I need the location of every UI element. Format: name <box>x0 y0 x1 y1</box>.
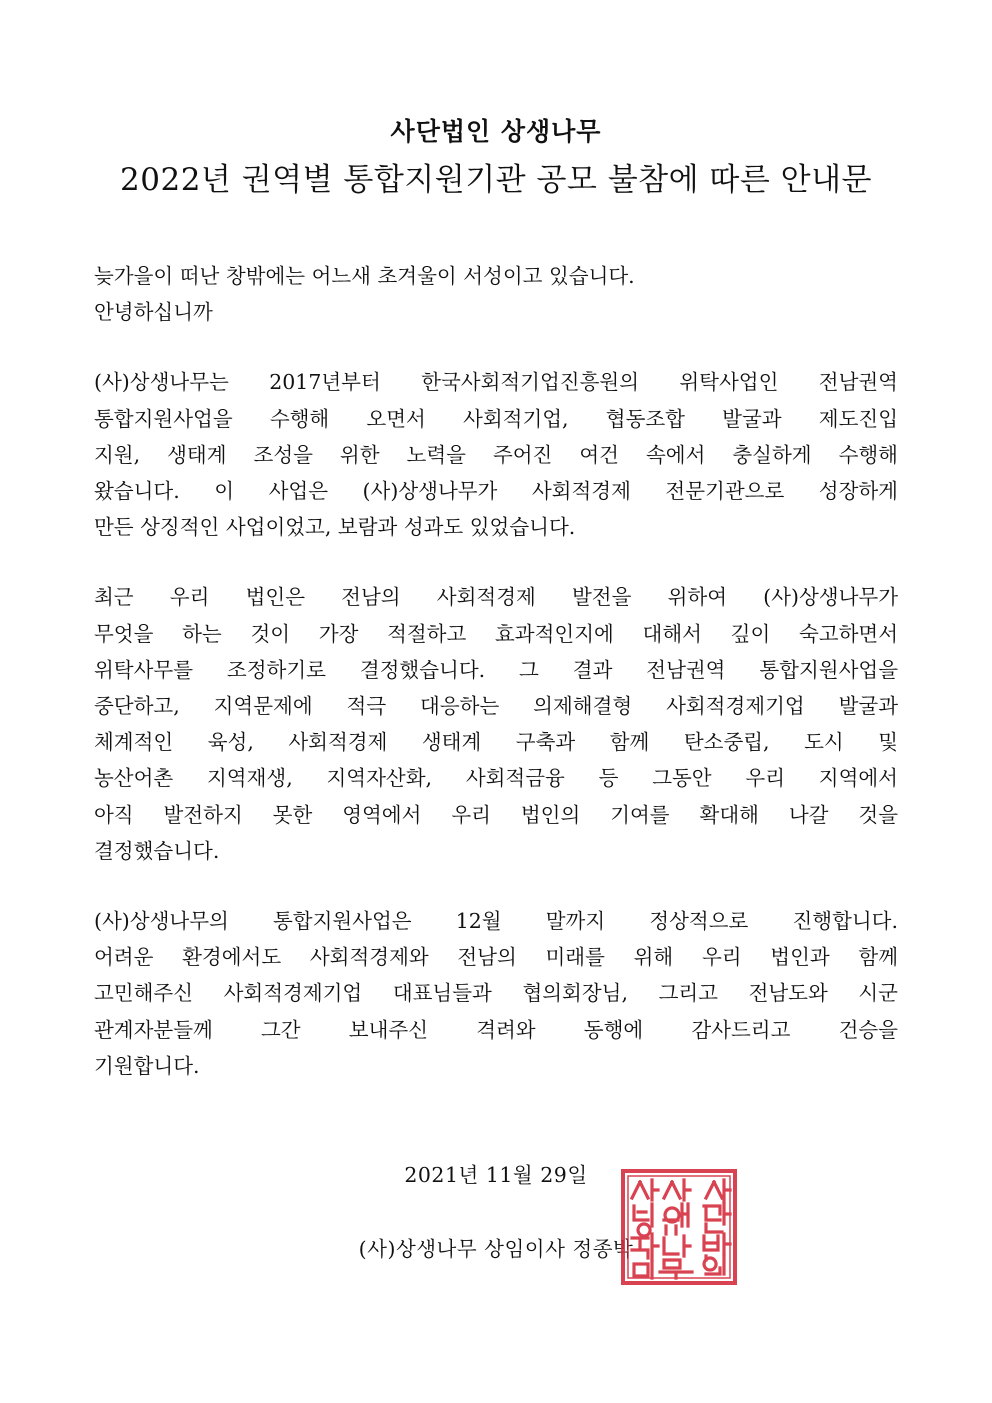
paragraph-line: 농산어촌 지역재생, 지역자산화, 사회적금융 등 그동안 우리 지역에서 <box>94 766 898 791</box>
paragraph-line: 아직 발전하지 못한 영역에서 우리 법인의 기여를 확대해 나갈 것을 <box>94 802 898 827</box>
paragraph-line: 통합지원사업을 수행해 오면서 사회적기업, 협동조합 발굴과 제도진입 <box>94 406 898 431</box>
official-seal-icon <box>620 1168 738 1286</box>
paragraph-project-history <box>94 364 898 545</box>
signer-line: (사)상생나무 상임이사 정종박 <box>358 1237 634 1261</box>
paragraph-line: (사)상생나무의 통합지원사업은 12월 말까지 정상적으로 진행합니다. <box>94 909 898 934</box>
paragraph-line: 고민해주신 사회적경제기업 대표님들과 협의회장님, 그리고 전남도와 시군 <box>94 981 898 1006</box>
organization-heading: 사단법인 상생나무 <box>390 117 602 146</box>
paragraph-line: 관계자분들께 그간 보내주신 격려와 동행에 감사드리고 건승을 <box>94 1017 898 1042</box>
paragraph-line: 결정했습니다. <box>94 838 220 863</box>
greeting <box>94 258 898 330</box>
paragraph-line: 만든 상징적인 사업이었고, 보람과 성과도 있었습니다. <box>94 515 576 540</box>
paragraph-line: 중단하고, 지역문제에 적극 대응하는 의제해결형 사회적경제기업 발굴과 <box>94 694 898 719</box>
paragraph-line: 최근 우리 법인은 전남의 사회적경제 발전을 위하여 (사)상생나무가 <box>94 585 898 610</box>
greeting-line: 안녕하십니까 <box>94 300 213 325</box>
paragraph-thanks <box>94 903 898 1084</box>
paragraph-line: 무엇을 하는 것이 가장 적절하고 효과적인지에 대해서 깊이 숙고하면서 <box>94 621 898 646</box>
paragraph-line: (사)상생나무는 2017년부터 한국사회적기업진흥원의 위탁사업인 전남권역 <box>94 370 898 395</box>
page-title: 2022년 권역별 통합지원기관 공모 불참에 따른 안내문 <box>120 162 872 198</box>
paragraph-line: 어려운 환경에서도 사회적경제와 전남의 미래를 위해 우리 법인과 함께 <box>94 945 898 970</box>
paragraph-line: 위탁사무를 조정하기로 결정했습니다. 그 결과 전남권역 통합지원사업을 <box>94 657 898 682</box>
letter-date: 2021년 11월 29일 <box>404 1163 588 1187</box>
paragraph-line: 체계적인 육성, 사회적경제 생태계 구축과 함께 탄소중립, 도시 및 <box>94 730 898 755</box>
greeting-line: 늦가을이 떠난 창밖에는 어느새 초겨울이 서성이고 있습니다. <box>94 264 635 288</box>
letter-body <box>94 258 898 1118</box>
paragraph-line: 왔습니다. 이 사업은 (사)상생나무가 사회적경제 전문기관으로 성장하게 <box>94 479 898 504</box>
paragraph-line: 기원합니다. <box>94 1053 200 1078</box>
paragraph-line: 지원, 생태계 조성을 위한 노력을 주어진 여건 속에서 충실하게 수행해 <box>94 442 898 467</box>
paragraph-decision <box>94 579 898 869</box>
